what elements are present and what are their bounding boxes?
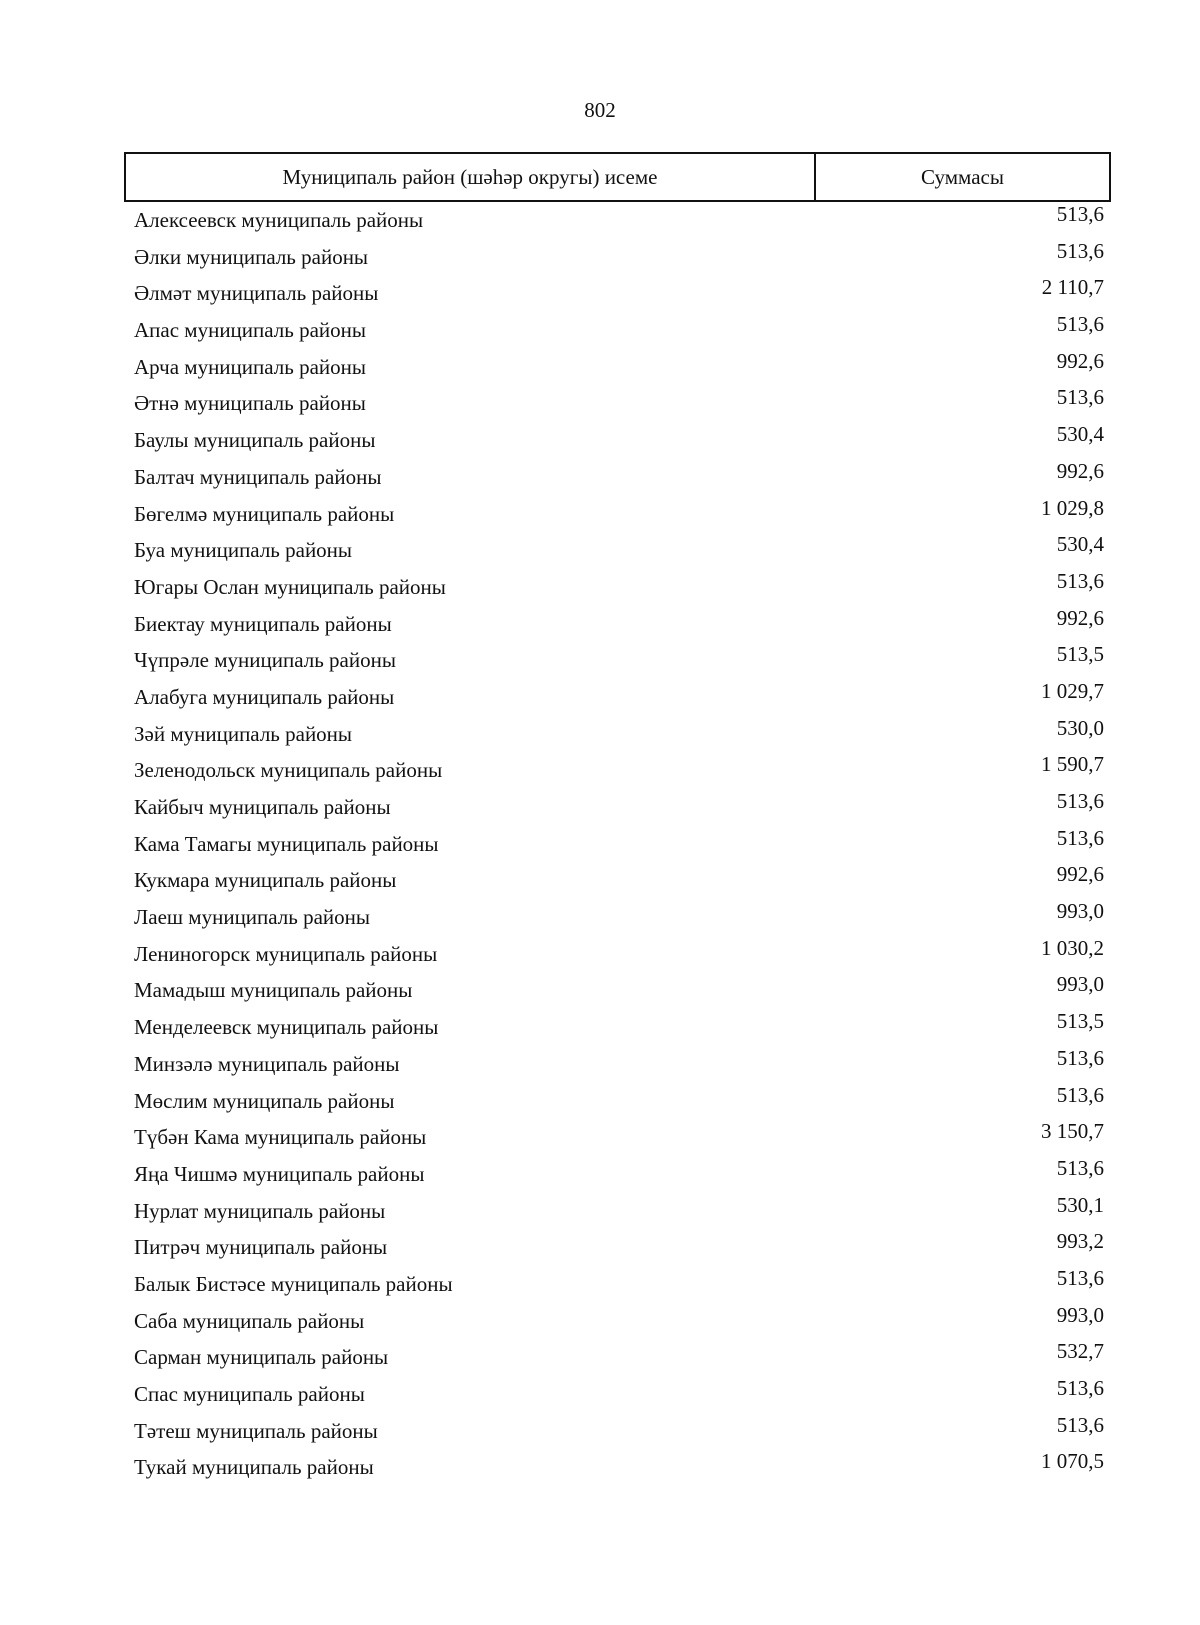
district-name: Балык Бистәсе муниципаль районы	[134, 1271, 453, 1296]
page-number: 802	[584, 98, 616, 122]
district-name: Мөслим муниципаль районы	[134, 1088, 395, 1113]
table-row	[134, 936, 1104, 973]
district-sum: 513,6	[1056, 825, 1104, 850]
table-row	[134, 826, 1104, 863]
table-row	[134, 312, 1104, 349]
district-sum: 993,2	[1056, 1229, 1104, 1254]
district-sum: 513,6	[1056, 1265, 1104, 1290]
table-row	[134, 275, 1104, 312]
district-sum: 992,6	[1056, 348, 1104, 373]
table-row	[134, 385, 1104, 422]
table-row	[134, 1156, 1104, 1193]
district-name: Яңа Чишмә муниципаль районы	[134, 1161, 425, 1186]
table-row	[134, 679, 1104, 716]
table-row	[134, 569, 1104, 606]
table-row	[134, 1449, 1104, 1486]
table-row	[134, 1193, 1104, 1230]
district-name: Тукай муниципаль районы	[134, 1455, 374, 1480]
district-name: Кама Тамагы муниципаль районы	[134, 831, 439, 856]
table-row	[134, 1266, 1104, 1303]
table-row	[134, 532, 1104, 569]
district-name: Түбән Кама муниципаль районы	[134, 1125, 427, 1150]
district-sum: 530,4	[1056, 532, 1104, 557]
district-sum: 993,0	[1056, 972, 1104, 997]
district-sum: 530,4	[1056, 422, 1104, 447]
district-sum: 1 029,7	[1041, 678, 1104, 703]
district-name: Югары Ослан муниципаль районы	[134, 574, 446, 599]
district-name: Биектау муниципаль районы	[134, 611, 392, 636]
district-sum: 513,5	[1056, 1009, 1104, 1034]
district-name: Питрәч муниципаль районы	[134, 1235, 388, 1260]
table-row	[134, 642, 1104, 679]
table-row	[134, 202, 1104, 239]
district-sum: 1 030,2	[1041, 935, 1104, 960]
district-sum: 513,6	[1056, 202, 1104, 226]
header-sum-column: Суммасы	[921, 164, 1004, 189]
district-name: Балтач муниципаль районы	[134, 464, 382, 489]
district-sum: 513,6	[1056, 312, 1104, 337]
district-sum: 992,6	[1056, 605, 1104, 630]
district-sum: 513,6	[1056, 385, 1104, 410]
district-sum: 530,0	[1056, 715, 1104, 740]
district-sum: 513,6	[1056, 1412, 1104, 1437]
district-name: Әлки муниципаль районы	[134, 244, 369, 269]
table-row	[134, 789, 1104, 826]
district-name: Тәтеш муниципаль районы	[134, 1418, 378, 1443]
district-name: Бөгелмә муниципаль районы	[134, 501, 395, 526]
district-name: Кукмара муниципаль районы	[134, 868, 397, 893]
district-sum: 513,6	[1056, 1045, 1104, 1070]
district-name: Әлмәт муниципаль районы	[134, 281, 379, 306]
table-row	[134, 1046, 1104, 1083]
district-name: Лениногорск муниципаль районы	[134, 941, 438, 966]
district-name: Нурлат муниципаль районы	[134, 1198, 386, 1223]
table-row	[134, 349, 1104, 386]
table-row	[134, 752, 1104, 789]
district-name: Сарман муниципаль районы	[134, 1345, 389, 1370]
table-header	[124, 152, 1111, 202]
district-sum: 993,0	[1056, 899, 1104, 924]
district-name: Алексеевск муниципаль районы	[134, 208, 424, 232]
district-name: Буа муниципаль районы	[134, 538, 353, 563]
table-row	[134, 1303, 1104, 1340]
table-row	[134, 459, 1104, 496]
table-row	[134, 1339, 1104, 1376]
table-row	[134, 972, 1104, 1009]
district-sum: 1 590,7	[1041, 752, 1104, 777]
district-name: Минзәлә муниципаль районы	[134, 1051, 400, 1076]
district-name: Әтнә муниципаль районы	[134, 391, 366, 416]
table-row	[134, 716, 1104, 753]
table-row	[134, 496, 1104, 533]
district-name: Спас муниципаль районы	[134, 1382, 365, 1406]
header-name-column: Муниципаль район (шәһәр округы) исеме	[126, 154, 816, 200]
table-row	[134, 1413, 1104, 1450]
district-sum: 513,6	[1056, 568, 1104, 593]
district-sum: 2 110,7	[1041, 275, 1104, 300]
table-row	[134, 899, 1104, 936]
district-sum: 1 070,5	[1041, 1449, 1104, 1474]
table-row	[134, 1229, 1104, 1266]
district-name: Лаеш муниципаль районы	[134, 905, 371, 930]
district-sum: 532,7	[1056, 1339, 1104, 1364]
district-sum: 1 029,8	[1041, 495, 1104, 520]
table-row	[134, 862, 1104, 899]
table-row	[134, 1009, 1104, 1046]
district-sum: 3 150,7	[1041, 1119, 1104, 1144]
district-name: Алабуга муниципаль районы	[134, 684, 395, 709]
district-name: Мамадыш муниципаль районы	[134, 978, 413, 1003]
district-name: Баулы муниципаль районы	[134, 428, 376, 453]
district-name: Менделеевск муниципаль районы	[134, 1015, 439, 1040]
table-body	[134, 202, 1104, 1486]
district-sum: 513,6	[1056, 1155, 1104, 1180]
district-sum: 530,1	[1056, 1192, 1104, 1217]
table-row	[134, 606, 1104, 643]
district-name: Зеленодольск муниципаль районы	[134, 758, 443, 783]
table-row	[134, 239, 1104, 276]
district-sum: 513,5	[1056, 642, 1104, 667]
table-row	[134, 1119, 1104, 1156]
table-row	[134, 1083, 1104, 1120]
district-sum: 513,6	[1056, 789, 1104, 813]
table-row	[134, 422, 1104, 459]
district-name: Зәй муниципаль районы	[134, 721, 353, 746]
district-sum: 513,6	[1056, 1376, 1104, 1400]
district-sum: 992,6	[1056, 458, 1104, 483]
district-name: Кайбыч муниципаль районы	[134, 795, 391, 819]
district-name: Арча муниципаль районы	[134, 354, 366, 379]
district-name: Чүпрәле муниципаль районы	[134, 648, 396, 673]
table-row	[134, 1376, 1104, 1413]
district-sum: 513,6	[1056, 1082, 1104, 1107]
district-name: Апас муниципаль районы	[134, 318, 366, 343]
district-name: Саба муниципаль районы	[134, 1308, 365, 1333]
district-sum: 513,6	[1056, 238, 1104, 263]
district-sum: 992,6	[1056, 862, 1104, 887]
district-sum: 993,0	[1056, 1302, 1104, 1327]
